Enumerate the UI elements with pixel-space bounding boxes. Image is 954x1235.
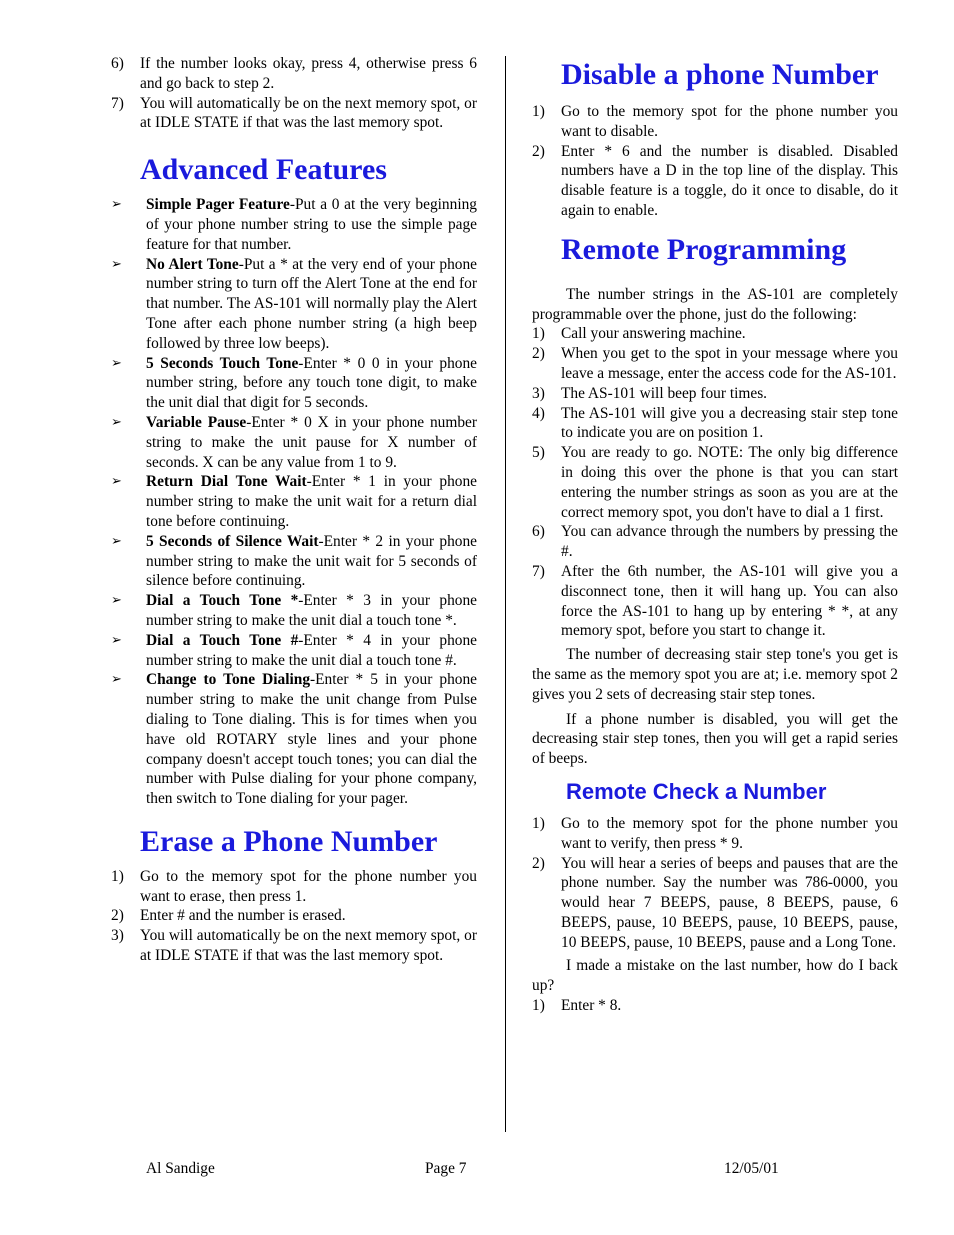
remote-programming-heading: Remote Programming	[561, 232, 847, 266]
step-text: You will automatically be on the next memory spot, or at IDLE STATE if that was the last memory spot.	[140, 94, 477, 132]
disable-steps-list	[532, 102, 898, 221]
feature-item	[111, 413, 477, 472]
list-item	[532, 996, 898, 1016]
list-item	[111, 867, 477, 907]
list-item	[532, 814, 898, 854]
step-text: Go to the memory spot for the phone number you want to disable.	[561, 103, 898, 140]
step-number: 2)	[532, 345, 545, 363]
step-number: 3)	[111, 927, 124, 945]
list-item	[532, 324, 898, 344]
arrow-bullet-icon: ➢	[111, 474, 122, 490]
feature-item	[111, 631, 477, 671]
step-text: Go to the memory spot for the phone number you want to erase, then press 1.	[140, 867, 477, 905]
erase-steps-list	[111, 867, 477, 966]
list-item	[111, 94, 477, 134]
step-text: You are ready to go. NOTE: The only big difference in doing this over the phone is that you can start entering the number strings as soon as you are at the correct memory spot, you don't have to dial a 1 first.	[561, 444, 898, 521]
list-item	[111, 926, 477, 966]
step-number: 3)	[532, 384, 545, 402]
feature-text: -Enter * 3 in your phone number string to make the unit dial a touch tone *.	[146, 592, 477, 629]
remote-programming-steps-list	[532, 324, 898, 641]
footer-date: 12/05/01	[724, 1160, 779, 1177]
step-number: 1)	[532, 325, 545, 343]
step-text: You can advance through the numbers by pressing the #.	[561, 523, 898, 561]
advanced-features-list	[111, 195, 477, 809]
step-number: 1)	[532, 814, 545, 832]
list-item	[532, 404, 898, 444]
list-item	[532, 344, 898, 384]
remote-check-heading: Remote Check a Number	[566, 778, 827, 804]
list-item	[532, 142, 898, 221]
feature-label: Change to Tone Dialing	[146, 671, 311, 689]
step-text: You will automatically be on the next memory spot, or at IDLE STATE if that was the last memory spot.	[140, 927, 477, 965]
step-text: Go to the memory spot for the phone number you want to verify, then press * 9.	[561, 814, 898, 852]
step-text: You will hear a series of beeps and pauses that are the phone number. Say the number was 786-0000, you would hear 7 BEEPS, pause, 8 BEEPS, pause, 6 BEEPS, pause, 10 BEEPS, pause, 10 BEEPS, pause, 10 BEEPS, pause, 10 BEEPS, pause and a Long Tone.	[561, 854, 898, 951]
feature-label: No Alert Tone	[146, 255, 239, 273]
step-number: 1)	[111, 867, 124, 885]
remote-check-paragraph: I made a mistake on the last number, how do I back up?	[532, 957, 898, 995]
step-number: 4)	[532, 404, 545, 422]
arrow-bullet-icon: ➢	[111, 355, 122, 371]
step-text: Enter # and the number is erased.	[140, 907, 346, 925]
feature-item	[111, 255, 477, 354]
feature-text: -Put a 0 at the very beginning of your phone number string to use the simple page feature for that number.	[146, 196, 477, 253]
feature-item	[111, 532, 477, 591]
footer-author: Al Sandige	[146, 1160, 215, 1177]
feature-label: Dial a Touch Tone *	[146, 592, 299, 610]
erase-heading: Erase a Phone Number	[140, 824, 438, 858]
feature-label: Variable Pause	[146, 413, 247, 431]
arrow-bullet-icon: ➢	[111, 593, 122, 609]
advanced-features-heading: Advanced Features	[140, 153, 387, 187]
step-number: 2)	[532, 854, 545, 872]
feature-label: Dial a Touch Tone #	[146, 631, 299, 649]
feature-label: 5 Seconds Touch Tone	[146, 354, 299, 372]
step-number: 1)	[532, 997, 545, 1015]
step-number: 6)	[532, 523, 545, 541]
footer-page-number: Page 7	[425, 1160, 467, 1177]
feature-text: -Put a * at the very end of your phone number string to turn off the Alert Tone at the end for that number. The AS-101 will normally play the Alert Tone after each phone number string (a high beep followed by three low beeps).	[146, 255, 477, 352]
step-text: If the number looks okay, press 4, otherwise press 6 and go back to step 2.	[140, 55, 477, 92]
feature-label: Simple Pager Feature	[146, 196, 290, 214]
feature-text: -Enter * 4 in your phone number string to make the unit dial a touch tone #.	[146, 631, 477, 669]
step-number: 6)	[111, 55, 124, 72]
right-column	[532, 54, 898, 1016]
arrow-bullet-icon: ➢	[111, 256, 122, 272]
remote-programming-intro: The number strings in the AS-101 are completely programmable over the phone, just do the following:	[532, 285, 898, 323]
feature-item	[111, 591, 477, 631]
back-up-steps-list	[532, 996, 898, 1016]
list-item	[532, 443, 898, 522]
remote-programming-paragraph: The number of decreasing stair step tone's you get is the same as the memory spot you are at; i.e. memory spot 2 gives you 2 sets of decreasing stair step tones.	[532, 646, 898, 703]
step-text: When you get to the spot in your message where you leave a message, enter the access code for the AS-101.	[561, 345, 898, 382]
arrow-bullet-icon: ➢	[111, 197, 122, 213]
feature-item	[111, 354, 477, 413]
step-text: Enter * 8.	[561, 997, 622, 1015]
step-text: Enter * 6 and the number is disabled. Disabled numbers have a D in the top line of the display. This disable feature is a toggle, do it once to disable, do it again to enable.	[561, 142, 898, 219]
feature-text: -Enter * 0 0 in your phone number string, before any touch tone digit, to make the unit dial that digit for 5 seconds.	[146, 354, 477, 412]
list-item	[111, 906, 477, 926]
step-text: After the 6th number, the AS-101 will give you a disconnect tone, then it will hang up. You can also force the AS-101 to hang up by entering * *, at any memory spot, before you start to change it.	[561, 562, 898, 640]
disable-heading: Disable a phone Number	[561, 58, 879, 91]
arrow-bullet-icon: ➢	[111, 533, 122, 549]
list-item	[111, 54, 477, 94]
feature-label: Return Dial Tone Wait	[146, 473, 307, 491]
arrow-bullet-icon: ➢	[111, 414, 122, 430]
left-column	[111, 54, 477, 966]
feature-text: -Enter * 5 in your phone number string to make the unit change from Pulse dialing to Tone dialing. This is for times when you have old ROTARY style lines and your phone company doesn't accept touch tones; you can dial the number with Pulse dialing for your phone company, then switch to Tone dialing for your pager.	[146, 671, 477, 808]
list-item	[532, 854, 898, 953]
feature-item	[111, 670, 477, 809]
step-number: 2)	[111, 907, 124, 925]
step-number: 5)	[532, 444, 545, 462]
list-item	[532, 102, 898, 142]
feature-label: 5 Seconds of Silence Wait	[146, 532, 319, 550]
step-text: The AS-101 will give you a decreasing stair step tone to indicate you are on position 1.	[561, 404, 898, 442]
step-text: The AS-101 will beep four times.	[561, 384, 768, 402]
feature-item	[111, 195, 477, 254]
arrow-bullet-icon: ➢	[111, 632, 122, 648]
step-number: 7)	[111, 94, 124, 112]
feature-text: -Enter * 0 X in your phone number string to make the unit pause for X number of seconds. X can be any value from 1 to 9.	[146, 413, 477, 471]
remote-programming-paragraph: If a phone number is disabled, you will get the decreasing stair step tones, then you will get a rapid series of beeps.	[532, 710, 898, 768]
step-number: 2)	[532, 142, 545, 160]
list-item	[532, 562, 898, 641]
step-number: 1)	[532, 103, 545, 120]
feature-item	[111, 472, 477, 531]
feature-text: -Enter * 2 in your phone number string to make the unit wait for 5 seconds of silence before continuing.	[146, 532, 477, 590]
column-divider	[505, 56, 506, 1132]
step-text: Call your answering machine.	[561, 325, 746, 343]
feature-text: -Enter * 1 in your phone number string to make the unit wait for a return dial tone before continuing.	[146, 473, 477, 530]
list-item	[532, 522, 898, 562]
continued-steps-list	[111, 54, 477, 133]
list-item	[532, 384, 898, 404]
arrow-bullet-icon: ➢	[111, 672, 122, 688]
step-number: 7)	[532, 562, 545, 580]
remote-check-steps-list	[532, 814, 898, 953]
